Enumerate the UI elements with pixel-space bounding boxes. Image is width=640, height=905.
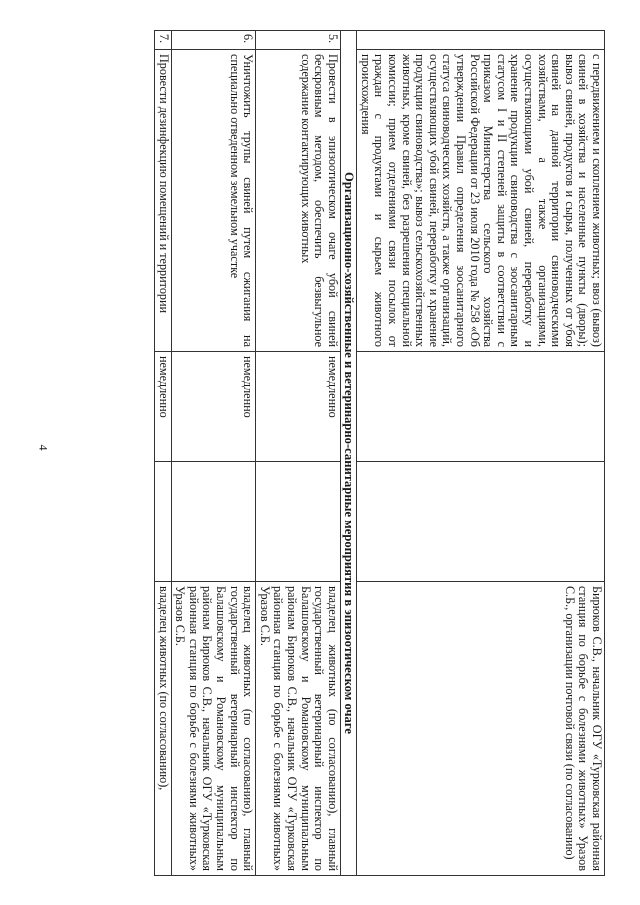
page-number: 4 [36,444,51,451]
term-cell: немедленно [155,352,172,462]
measures-table [154,30,605,876]
measure-cell: с передвижением и скоплением животных; ввоз (вывоз) свиней в хозяйства и населенные пункты (дворы); вывоз свиней, продуктов и сырья, полученных от убоя свиней на данной территории свиноводческими хозяйствами, а также организациями, осуществляющими убой свиней, переработку и хранение продукции свиноводства с зоосанитарным статусом I и II степеней защиты в соответствии с приказом Министерства сельского хозяйства Российской Федерации от 23 июля 2010 года № 258 «Об утверждении Правил определения зоосанитарного статуса свиноводческих хозяйств, а также организаций, осуществляющих убой свиней, переработку и хранение продукции свиноводства»; вывоз сельскохозяйственных животных, кроме свиней, без разрешения специальной комиссии; прием отделениями связи посылок от граждан с продуктами и сырьем животного происхождения [357,50,605,352]
table-row [357,31,605,876]
measure-cell: Уничтожить трупы свиней путем сжигания на специально отведенном земельном участке [171,50,256,352]
table-row [155,31,172,876]
section-row [340,31,357,876]
table-row [171,31,256,876]
row-number: 7. [155,31,172,50]
table-row [256,31,341,876]
term-cell: немедленно [171,352,256,462]
row-number: 5. [256,31,341,50]
term-cell: немедленно [256,352,341,462]
empty-cell [155,462,172,582]
empty-cell [357,462,605,582]
row-number [357,31,605,50]
empty-cell [256,462,341,582]
rotated-page [30,30,605,875]
measure-cell: Провести в эпизоотическом очаге убой свиней бескровным методом, обеспечить безвыгульное содержание контактирующих животных [256,50,341,352]
section-title: Организационно-хозяйственные и ветеринарно-санитарные мероприятия в эпизоотическом очаге [340,31,357,876]
responsible-cell: владелец животных (по согласованию), главный государственный ветеринарный инспектор по Балашовскому и Романовскому муниципальным районам Бирюков С.В., начальник ОГУ «Турковская районная станция по борьбе с болезнями животных» Уразов С.Б. [171,582,256,876]
responsible-cell: Бирюков С.В., начальник ОГУ «Турковская районная станция по борьбе с болезнями животных» Уразов С.Б., организации почтовой связи (по согласованию) [357,582,605,876]
measure-cell: Провести дезинфекцию помещений и территории [155,50,172,352]
responsible-cell: владелец животных (по согласованию), главный государственный ветеринарный инспектор по Балашовскому и Романовскому муниципальным районам Бирюков С.В., начальник ОГУ «Турковская районная станция по борьбе с болезнями животных» Уразов С.Б. [256,582,341,876]
term-cell [357,352,605,462]
empty-cell [171,462,256,582]
row-number: 6. [171,31,256,50]
responsible-cell: владелец животных (по согласованию), [155,582,172,876]
